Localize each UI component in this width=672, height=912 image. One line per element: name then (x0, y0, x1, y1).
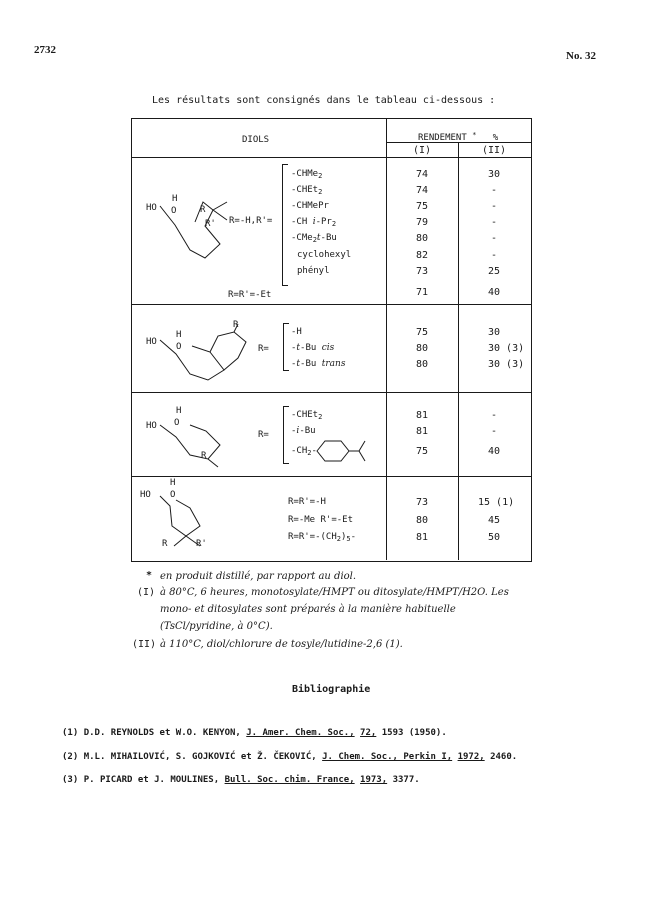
g1-ii-0: 30 (487, 169, 501, 180)
methylcyclohexyl-icon (313, 437, 383, 467)
group3-cond: R= (258, 430, 269, 440)
g3-ii-1: - (490, 426, 498, 437)
g4-i-2: 81 (415, 532, 429, 543)
g1-ii-7: 40 (487, 287, 501, 298)
g1-ii-6: 25 (487, 266, 501, 277)
g1-i-3: 79 (415, 217, 429, 228)
col-i-header: (I) (412, 145, 432, 156)
struct1-ho: HO (146, 203, 157, 213)
g3-i-0: 81 (415, 410, 429, 421)
g2-i-1: 80 (415, 343, 429, 354)
g4-sub-2: $R=R'=-(CH_2)_5-$ (288, 532, 357, 543)
g1-i-5: 82 (415, 250, 429, 261)
intro-text: Les résultats sont consignés dans le tableau ci-dessous : (152, 95, 496, 106)
footnote-i-line3: (TsCl/pyridine, à 0°C). (160, 621, 273, 632)
g3-ii-0: - (490, 410, 498, 421)
structure-2 (138, 318, 258, 388)
g1-i-6: 73 (415, 266, 429, 277)
struct1-o: O (171, 206, 177, 216)
g1-sub-3: -CH $i-Pr_2$ (291, 217, 337, 228)
g1-sub-4: -CMe$_2$t-Bu (291, 233, 337, 244)
footnote-ii-label: (II) (132, 639, 157, 650)
g4-i-1: 80 (415, 515, 429, 526)
footnote-star-mark: * (146, 570, 153, 581)
col-diols-header: DIOLS (242, 135, 270, 145)
group2-cond: R= (258, 344, 269, 354)
g3-sub-0: -CHEt$_2$ (291, 410, 323, 421)
footnote-star-text: en produit distillé, par rapport au diol. (160, 571, 357, 582)
g3-ii-2: 40 (487, 446, 501, 457)
g2-ii-2: 30 (3) (488, 359, 525, 370)
g4-sub-1: R=-Me R'=-Et (288, 515, 354, 525)
structure-4 (138, 478, 238, 558)
ref-3: (3) P. PICARD et J. MOULINES, Bull. Soc. chim. France, 1973, 3377. (62, 775, 420, 785)
g1-i-0: 74 (415, 169, 429, 180)
g3-sub-1: -i-Bu (291, 426, 316, 436)
g1-ii-1: - (490, 185, 498, 196)
g1-sub-6: phényl (297, 266, 330, 276)
struct3-ho: HO (146, 421, 157, 431)
g2-sub-0: -H (291, 327, 302, 337)
g1-i-2: 75 (415, 201, 429, 212)
bibliography-title: Bibliographie (292, 684, 371, 695)
g4-ii-2: 50 (488, 532, 501, 543)
g4-ii-1: 45 (488, 515, 501, 526)
footnote-i-line1: à 80°C, 6 heures, monotosylate/HMPT ou ditosylate/HMPT/H2O. Les (160, 587, 509, 598)
struct2-r: R (233, 320, 239, 330)
g4-sub-0: R=R'=-H (288, 497, 326, 507)
group1-cond2: R=R'=-Et (228, 290, 272, 300)
structure-3 (138, 403, 238, 473)
ref-2: (2) M.L. MIHAILOVIĆ, S. GOJKOVIĆ et Ž. ČEKOVIĆ, J. Chem. Soc., Perkin I, 1972, 2460. (62, 752, 518, 762)
struct2-ho: HO (146, 337, 157, 347)
struct4-h: H (170, 478, 176, 488)
g1-i-1: 74 (415, 185, 429, 196)
g1-ii-5: - (490, 250, 498, 261)
struct1-h: H (172, 194, 178, 204)
g3-i-2: 75 (415, 446, 429, 457)
footnote-i-label: (I) (137, 587, 156, 598)
g1-sub-0: -CHMe$_2$ (291, 169, 323, 180)
struct2-h: H (176, 330, 182, 340)
struct3-o: O (174, 418, 180, 428)
g1-ii-3: - (490, 217, 498, 228)
journal-issue: No. 32 (566, 50, 596, 62)
g3-sub-2: $-CH_2-$ (291, 446, 317, 457)
g4-i-0: 73 (415, 497, 429, 508)
g1-ii-2: - (490, 201, 498, 212)
g1-ii-4: - (490, 233, 498, 244)
page-number: 2732 (34, 44, 56, 56)
g2-ii-1: 30 (3) (488, 343, 525, 354)
struct1-rp: R' (205, 219, 216, 229)
struct3-h: H (176, 406, 182, 416)
g3-i-1: 81 (415, 426, 429, 437)
g2-sub-1: -t-Bu cis (291, 343, 335, 353)
ref-1: (1) D.D. REYNOLDS et W.O. KENYON, J. Amer. Chem. Soc., 72, 1593 (1950). (62, 728, 447, 738)
g2-i-0: 75 (415, 327, 429, 338)
g1-sub-2: -CHMePr (291, 201, 329, 211)
g1-i-7: 71 (415, 287, 429, 298)
g2-i-2: 80 (415, 359, 429, 370)
struct4-o: O (170, 490, 176, 500)
struct2-o: O (176, 342, 182, 352)
struct3-r: R (201, 451, 207, 461)
col-rendement-header: RENDEMENT * % (418, 131, 499, 143)
footnote-ii-text: à 110°C, diol/chlorure de tosyle/lutidine-2,6 (1). (160, 639, 403, 650)
g4-ii-0: 15 (1) (478, 497, 515, 508)
g1-i-4: 80 (415, 233, 429, 244)
footnote-i-line2: mono- et ditosylates sont préparés à la manière habituelle (160, 604, 456, 615)
g2-sub-2: -t-Bu trans (291, 359, 346, 369)
struct4-ho: HO (140, 490, 151, 500)
g2-ii-0: 30 (488, 327, 501, 338)
group1-cond: R=-H,R'= (229, 216, 273, 226)
g1-sub-1: -CHEt$_2$ (291, 185, 323, 196)
struct4-rp: R' (196, 539, 207, 549)
struct4-r: R (162, 539, 168, 549)
struct1-r: R (200, 205, 206, 215)
g1-sub-5: cyclohexyl (297, 250, 352, 260)
col-ii-header: (II) (481, 145, 507, 156)
